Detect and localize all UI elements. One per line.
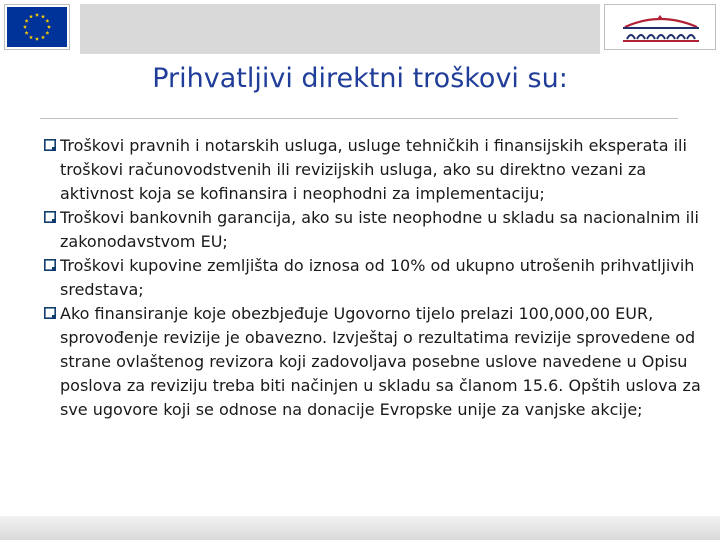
checkbox-bullet-icon [44, 211, 56, 223]
bullet-text: Ako finansiranje koje obezbjeđuje Ugovorno tijelo prelazi 100,000,00 EUR, sprovođenje revizije je obavezno. Izvještaj o rezultatima revizije sprovedene od strane ovlaštenog revizora koji zadovoljava posebne uslove navedene u Opisu poslova za reviziju treba biti načinjen u skladu sa članom 15.6. Opštih uslova za sve ugovore koji se odnose na donacije Evropske unije za vanjske akcije; [60, 304, 701, 419]
list-item [44, 254, 704, 302]
checkbox-bullet-icon [44, 307, 56, 319]
bullet-text: Troškovi kupovine zemljišta do iznosa od 10% od ukupno utrošenih prihvatljivih sredstava; [60, 256, 695, 299]
parliament-building-icon [605, 5, 715, 49]
title-divider [40, 118, 678, 119]
bullet-text: Troškovi pravnih i notarskih usluga, usluge tehničkih i finansijskih eksperata ili troškovi računovodstvenih ili revizijskih usluga, ako su direktno vezani za aktivnost koja se kofinansira i neophodni za implementaciju; [60, 136, 687, 203]
list-item [44, 134, 704, 206]
eu-flag-icon [5, 5, 69, 49]
footer-band [0, 516, 720, 540]
checkbox-bullet-icon [44, 259, 56, 271]
slide-title: Prihvatljivi direktni troškovi su: [152, 63, 568, 94]
checkbox-bullet-icon [44, 139, 56, 151]
parliament-logo [604, 4, 716, 50]
bullet-text: Troškovi bankovnih garancija, ako su iste neophodne u skladu sa nacionalnim ili zakonodavstvom EU; [60, 208, 699, 251]
eu-flag-logo [4, 4, 70, 50]
header-band [80, 4, 600, 54]
list-item [44, 206, 704, 254]
bullet-list [44, 134, 704, 422]
list-item [44, 302, 704, 422]
